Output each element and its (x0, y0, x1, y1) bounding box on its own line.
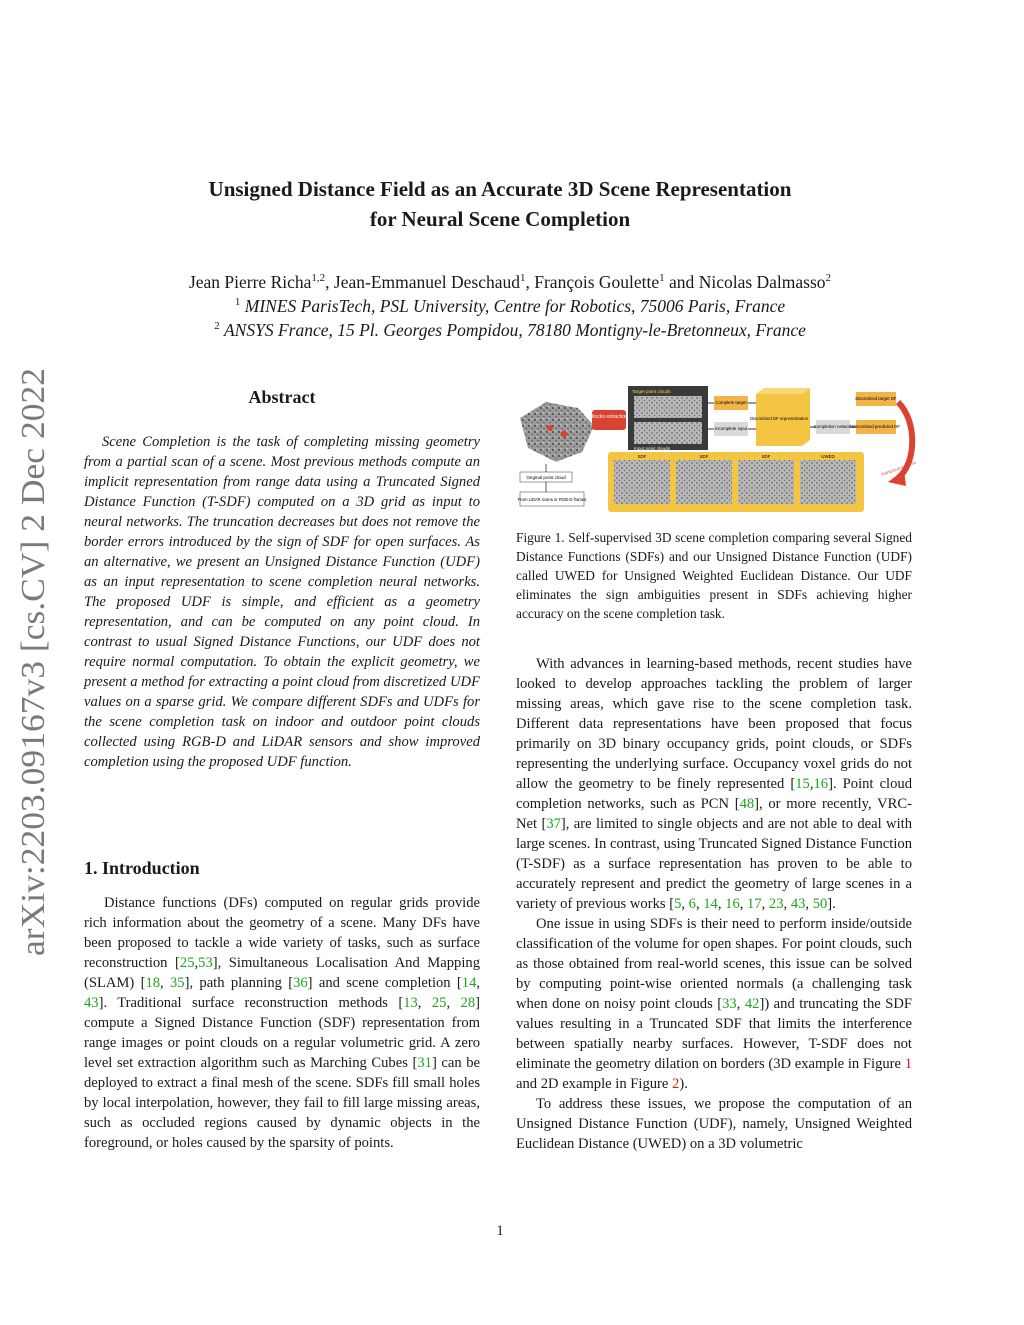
input-pc-image (634, 422, 702, 444)
author-name: Jean Pierre Richa (188, 272, 312, 292)
right-column-text (516, 654, 912, 1154)
citation-link[interactable]: 36 (293, 975, 308, 991)
title-line-1: Unsigned Distance Field as an Accurate 3D Scene Representation (208, 177, 792, 201)
citation-link[interactable]: 6 (688, 896, 696, 912)
citation-link[interactable]: 25 (431, 995, 447, 1011)
original-pc-label: Original point cloud (526, 475, 566, 480)
author-name: Nicolas Dalmasso (698, 272, 826, 292)
citation-link[interactable]: 16 (813, 776, 829, 792)
result-panel-1 (614, 460, 670, 504)
arxiv-id: arXiv:2203.09167v3 [cs.CV] 2 Dec 2022 (15, 393, 52, 956)
author-name: Jean-Emmanuel Deschaud (333, 272, 520, 292)
affiliation-sup: 2 (214, 320, 220, 333)
title-line-2: for Neural Scene Completion (369, 207, 631, 231)
abstract-text: Scene Completion is the task of completing missing geometry from a partial scan of a scene. Most previous methods compute an implicit representation from range data using a Truncated Signed Distance Function (T-SDF) computed on a 3D grid as input to neural networks. The truncation decreases but does not remove the border errors introduced by the sign of SDF for open surfaces. As an alternative, we present an Unsigned Distance Function (UDF) as an input representation to scene completion neural networks. The proposed UDF is simple, and efficient as a geometry representation, and can be computed on any point cloud. In contrast to usual Signed Distance Functions, our UDF does not require normal computation. To obtain the explicit geometry, we present a method for extracting a point cloud from discretized UDF values on a sparse grid. We compare different SDFs and UDFs for the scene completion task on indoor and outdoor point clouds collected using RGB-D and LiDAR sensors and show improved completion using the proposed UDF function. (84, 434, 480, 770)
author-block (80, 270, 940, 342)
intro-paragraph-2: With advances in learning-based methods, recent studies have looked to develop approaches tackling the problem of larger missing areas, which gave rise to the scene completion task. Different data representations have been proposed that focus primarily on 3D binary occupancy grids, point clouds, or SDFs representing the underlying surface. Occupancy voxel grids do not allow the geometry to be finely represented [15,16]. Point cloud completion networks, such as PCN [48], or more recently, VRC-Net [37], are limited to single objects and are not able to deal with large scenes. In contrast, using Truncated Signed Distance Function (T-SDF) as a surface representation has proven to be able to accurately represent and predict the geometry of large scenes in a variety of previous works [5, 6, 14, 16, 17, 23, 43, 50]. (516, 656, 912, 912)
citation-link[interactable]: 17 (747, 896, 762, 912)
figure-ref-link[interactable]: 2 (672, 1076, 680, 1092)
cube-top (756, 388, 810, 394)
citation-link[interactable]: 33 (722, 996, 737, 1012)
citation-link[interactable]: 31 (417, 1055, 432, 1071)
completion-network-label: Completion network (813, 424, 853, 429)
citation-link[interactable]: 43 (84, 995, 99, 1011)
disc-target-df-label: Discretized target DF (855, 396, 897, 401)
citation-link[interactable]: 18 (145, 975, 161, 991)
intro-paragraph-1: Distance functions (DFs) computed on regular grids provide rich information about the geometry of a scene. Many DFs have been proposed to tackle a wide variety of tasks, such as surface reconstruction [25,53], Simultaneous Localisation And Mapping (SLAM) [18, 35], path planning [36] and scene completion [14, 43]. Traditional surface reconstruction methods [13, 25, 28] compute a Signed Distance Function (SDF) representation from range images or point clouds on a regular volumetric grid. A zero level set extraction algorithm such as Marching Cubes [31] can be deployed to extract a final mesh of the scene. SDFs fill small holes by local interpolation, however, they fail to fill large missing areas, such as occluded regions caused by dynamic objects in the foreground, or holes caused by the sparsity of points. (84, 895, 481, 1151)
author-sep: , (325, 272, 334, 292)
arxiv-sidebar (2, 362, 58, 962)
citation-link[interactable]: 16 (725, 896, 740, 912)
citation-link[interactable]: 37 (546, 816, 561, 832)
author-line (80, 270, 940, 294)
result-panel-3 (738, 460, 794, 504)
highlight-marker (547, 425, 553, 431)
citation-link[interactable]: 13 (403, 995, 418, 1011)
abstract-heading: Abstract (248, 387, 316, 407)
figure-1 (516, 382, 916, 514)
from-lidar-label: From LiDAR scans or RGB-D frames (517, 497, 587, 502)
blocks-extraction-box (592, 410, 626, 430)
section-heading-introduction: 1. Introduction (84, 858, 200, 878)
author-sup: 1 (520, 272, 526, 285)
affiliation-sup: 1 (234, 296, 241, 309)
citation-link[interactable]: 28 (460, 995, 476, 1011)
affiliation-text: MINES ParisTech, PSL University, Centre for Robotics, 75006 Paris, France (244, 296, 786, 316)
paper-title (90, 174, 910, 234)
author-sup: 2 (825, 272, 832, 285)
page-number: 1 (496, 1223, 504, 1239)
author-sep: , (525, 272, 535, 292)
citation-link[interactable]: 23 (768, 896, 784, 912)
result-panel-2 (676, 460, 732, 504)
citation-link[interactable]: 15 (795, 776, 810, 792)
complete-target-label: Complete target (715, 400, 747, 405)
panel-label: UWED (821, 454, 835, 459)
citation-link[interactable]: 43 (790, 896, 806, 912)
intro-paragraph-3: One issue in using SDFs is their need to perform inside/outside classification of the volume for open shapes. For point clouds, such as those obtained from real-world scenes, this issue can be solved by computing point-wise oriented normals (a challenging task when done on noisy point clouds [33, 42]) and truncating the SDF values resulting in a Truncated SDF that limits the interference between spatially nearby surfaces. However, T-SDF does not eliminate the geometry dilation on borders (3D example in Figure 1 and 2D example in Figure 2). (516, 916, 913, 1092)
citation-link[interactable]: 14 (703, 896, 718, 912)
intro-paragraph-4: To address these issues, we propose the computation of an Unsigned Distance Function (UDF), namely, Unsigned Weighted Euclidean Distance (UWED) on a 3D volumetric (516, 1096, 912, 1152)
citation-link[interactable]: 42 (744, 996, 760, 1012)
citation-link[interactable]: 53 (198, 955, 213, 971)
citation-link[interactable]: 25 (179, 955, 195, 971)
disc-pred-df-label: Discretized predicted DF (851, 424, 901, 429)
incomplete-input-label: Incomplete input (714, 426, 748, 431)
panel-label: SDF (637, 454, 647, 459)
citation-link[interactable]: 50 (812, 896, 828, 912)
citation-link[interactable]: 5 (674, 896, 682, 912)
panel-label: SDF (761, 454, 771, 459)
author-name: François Goulette (534, 272, 660, 292)
highlight-marker (561, 431, 568, 438)
citation-link[interactable]: 14 (461, 975, 477, 991)
target-pc-image (634, 396, 702, 418)
figure-1-caption: Figure 1. Self-supervised 3D scene completion comparing several Signed Distance Functions (SDFs) and our Unsigned Distance Function (UDF) called UWED for Unsigned Weighted Euclidean Distance. Our UDF eliminates the sign ambiguities present in SDFs achieving higher accuracy on the scene completion task. (516, 530, 912, 621)
citation-link[interactable]: 48 (739, 796, 755, 812)
figure-ref-link[interactable]: 1 (904, 1056, 912, 1072)
figure-1-diagram (516, 382, 916, 514)
author-sup: 1 (659, 272, 665, 285)
citation-link[interactable]: 35 (170, 975, 185, 991)
arrow-label: Pointcloud extraction (880, 458, 916, 477)
result-panel-4 (800, 460, 856, 504)
affiliation-1 (80, 294, 940, 318)
blocks-extraction-label: Blocks extraction (590, 414, 628, 420)
author-sup: 1,2 (311, 272, 326, 285)
affiliation-2 (80, 318, 940, 342)
panel-label: SDF (699, 454, 709, 459)
target-pc-label: Target point clouds (632, 389, 671, 394)
affiliation-text: ANSYS France, 15 Pl. Georges Pompidou, 78180 Montigny-le-Bretonneux, France (223, 320, 806, 340)
discretized-df-label: Discretized DF representation (749, 416, 809, 421)
author-sep: and (664, 272, 699, 292)
original-point-cloud-image (520, 402, 594, 462)
input-pc-label: Input point clouds (634, 446, 671, 451)
